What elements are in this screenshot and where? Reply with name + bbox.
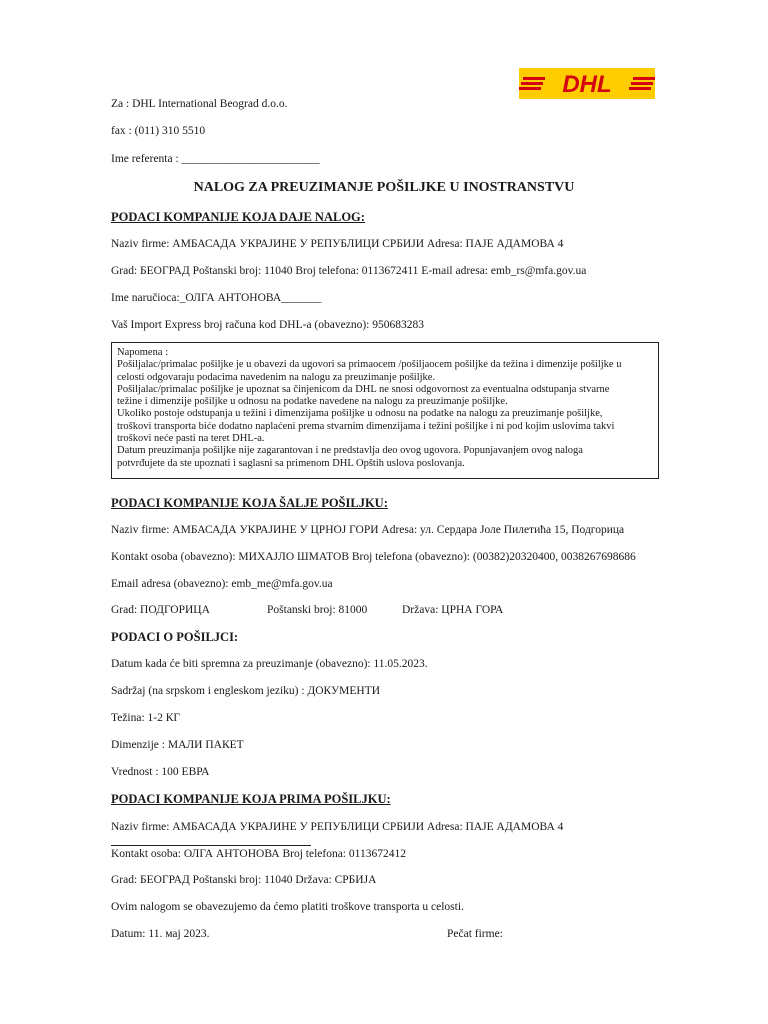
sender-company-heading: PODACI KOMPANIJE KOJA ŠALJE POŠILJKU: (111, 496, 388, 510)
note-line: celosti odgovaraju podacima navedenim na nalogu za preuzimanje pošiljke. (117, 371, 436, 383)
dhl-logo-graphic (519, 68, 655, 99)
obligation-statement: Ovim nalogom se obavezujemo da ćemo platiti troškove transporta u celosti. (111, 901, 464, 913)
sender-postal: Poštanski broj: 81000 (267, 604, 368, 616)
ordering-city: Grad: БЕОГРАД Poštanski broj: 11040 Broj telefona: 0113672411 E-mail adresa: emb_rs@mfa.gov.ua (111, 265, 587, 277)
note-line: Ukoliko postoje odstupanja u težini i dimenzijama pošiljke u odnosu na podatke na nalogu za preuzimanje pošiljke, (117, 408, 603, 420)
shipment-dimensions: Dimenzije : МАЛИ ПАКЕТ (111, 739, 244, 751)
note-line: Pošiljalac/primalac pošiljke je u obavezi da ugovori sa primaocem /pošiljaocem pošiljke da težina i dimenzije pošiljke u (117, 359, 622, 371)
divider-line (111, 845, 311, 846)
dhl-logo (519, 68, 655, 99)
shipment-value: Vrednost : 100 ЕВРА (111, 766, 210, 778)
note-line: Datum preuzimanja pošiljke nije zagarantovan i ne predstavlja deo ovog ugovora. Popunjavanjem ovog naloga (117, 445, 583, 457)
shipment-date: Datum kada će biti spremna za preuzimanje (obavezno): 11.05.2023. (111, 658, 428, 670)
note-line: troškovi transporta biće dodatno naplaćeni prema stvarnim dimenzijama i težini pošiljke i ni pod kojim uslovima takvi (117, 420, 615, 432)
note-box (111, 342, 659, 479)
company-stamp-label: Pečat firme: (447, 928, 503, 940)
document-date: Datum: 11. мај 2023. (111, 928, 210, 940)
receiver-contact: Kontakt osoba: ОЛГА АНТОНОВА Broj telefona: 0113672412 (111, 848, 406, 860)
note-line: težine i dimenzije pošiljke u odnosu na podatke navedene na nalogu za preuzimanje pošiljke. (117, 396, 508, 408)
note-line: potvrđujete da ste upoznati i saglasni sa primenom DHL Opštih uslova poslovanja. (117, 457, 465, 469)
note-line: Pošiljalac/primalac pošiljke je upoznat sa činjenicom da DHL ne snosi odgovornost za eventualna odstupanja stvarne (117, 383, 610, 395)
note-line: troškovi neće pasti na teret DHL-a. (117, 433, 265, 445)
sender-firm: Naziv firme: АМБАСАДА УКРАЈИНЕ У ЦРНОЈ ГОРИ Adresa: ул. Сердара Јоле Пилетића 15, Подгорица (111, 524, 625, 536)
receiver-firm: Naziv firme: АМБАСАДА УКРАЈИНЕ У РЕПУБЛИЦИ СРБИЈИ Adresa: ПАЈЕ АДАМОВА 4 (111, 821, 564, 833)
fax-line: fax : (011) 310 5510 (111, 125, 206, 137)
ordering-account: Vaš Import Express broj računa kod DHL-a (obavezno): 950683283 (111, 319, 424, 331)
recipient-line: Za : DHL International Beograd d.o.o. (111, 98, 288, 110)
note-line: Napomena : (117, 347, 169, 358)
referent-line: Ime referenta : ________________________ (111, 153, 320, 165)
sender-country: Država: ЦРНА ГОРА (402, 604, 504, 616)
shipment-heading: PODACI O POŠILJCI: (111, 630, 239, 644)
document-title: NALOG ZA PREUZIMANJE POŠILJKE U INOSTRANSTVU (193, 180, 575, 195)
ordering-company-heading: PODACI KOMPANIJE KOJA DAJE NALOG: (111, 210, 365, 224)
sender-contact: Kontakt osoba (obavezno): МИХАЈЛО ШМАТОВ Broj telefona (obavezno): (00382)20320400, 0038267698686 (111, 551, 636, 563)
sender-city: Grad: ПОДГОРИЦА (111, 604, 210, 616)
receiver-company-heading: PODACI KOMPANIJE KOJA PRIMA POŠILJKU: (111, 792, 391, 806)
ordering-orderer: Ime naručioca:_ОЛГА АНТОНОВА_______ (111, 292, 322, 304)
dhl-logo-text: DHL (562, 71, 612, 98)
ordering-firm: Naziv firme: АМБАСАДА УКРАЈИНЕ У РЕПУБЛИЦИ СРБИЈИ Adresa: ПАЈЕ АДАМОВА 4 (111, 238, 564, 250)
shipment-content: Sadržaj (na srpskom i engleskom jeziku) : ДОКУМЕНТИ (111, 685, 381, 697)
shipment-weight: Težina: 1-2 КГ (111, 712, 181, 724)
sender-email: Email adresa (obavezno): emb_me@mfa.gov.ua (111, 578, 333, 590)
receiver-city: Grad: БЕОГРАД Poštanski broj: 11040 Država: СРБИЈА (111, 874, 377, 886)
